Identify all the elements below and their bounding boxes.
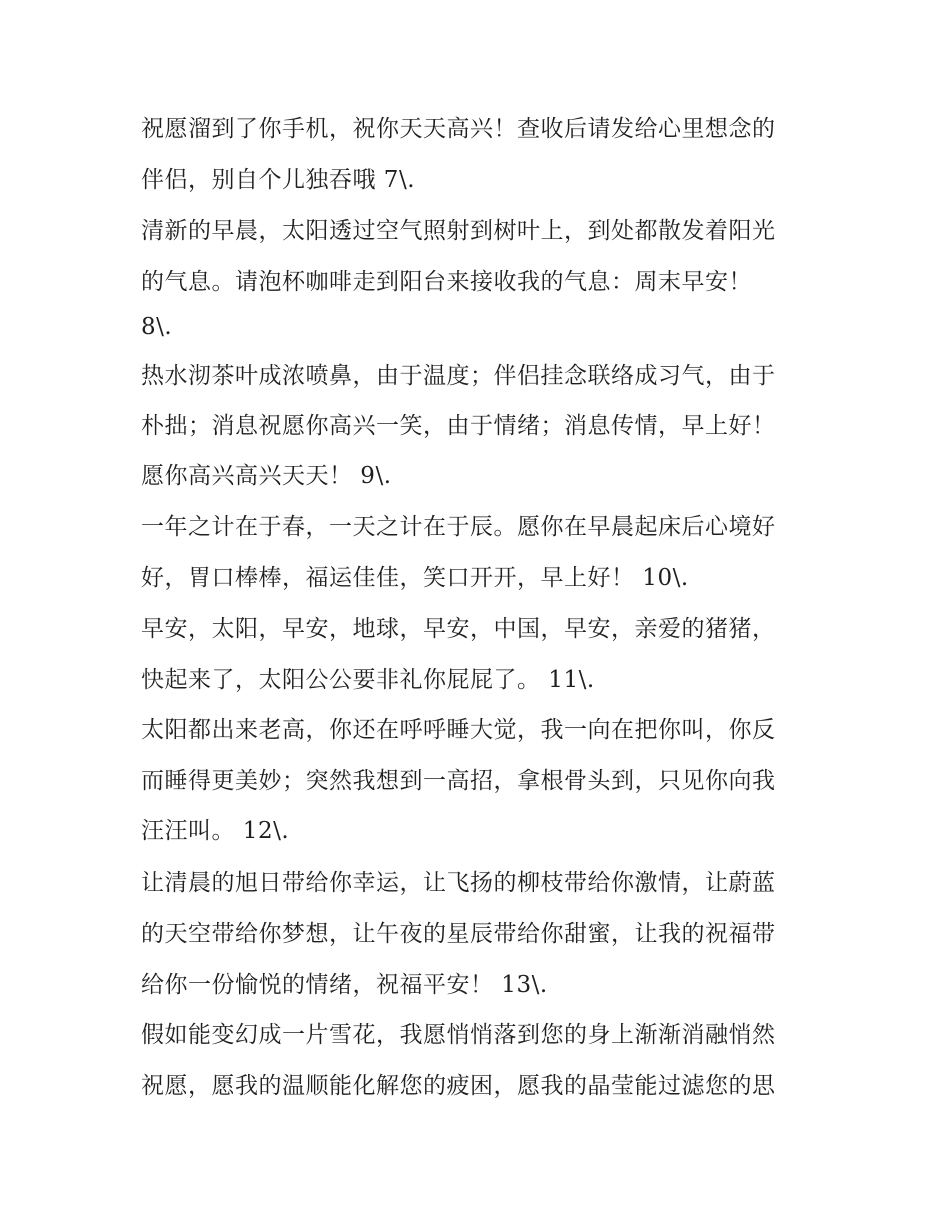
text-line: 给你一份愉悦的情绪，祝福平安！ 13\. (141, 972, 548, 998)
text-line: 太阳都出来老高，你还在呼呼睡大觉，我一向在把你叫，你反 (141, 717, 776, 743)
text-line: 祝愿，愿我的温顺能化解您的疲困，愿我的晶莹能过滤您的思 (141, 1073, 776, 1099)
text-line: 清新的早晨，太阳透过空气照射到树叶上，到处都散发着阳光 (141, 218, 776, 244)
text-line: 愿你高兴高兴天天！ 9\. (141, 463, 392, 489)
text-line: 朴拙；消息祝愿你高兴一笑，由于情绪；消息传情，早上好！ (141, 413, 776, 439)
text-line: 让清晨的旭日带给你幸运，让飞扬的柳枝带给你激情，让蔚蓝 (141, 870, 776, 896)
text-line: 而睡得更美妙；突然我想到一高招，拿根骨头到，只见你向我 (141, 768, 776, 794)
text-line: 早安，太阳，早安，地球，早安，中国，早安，亲爱的猪猪， (141, 616, 776, 642)
text-line: 一年之计在于春，一天之计在于辰。愿你在早晨起床后心境好 (141, 514, 776, 540)
text-line: 热水沏茶叶成浓喷鼻，由于温度；伴侣挂念联络成习气，由于 (141, 363, 776, 389)
text-line: 汪汪叫。 12\. (141, 818, 290, 844)
text-line: 假如能变幻成一片雪花，我愿悄悄落到您的身上渐渐消融悄然 (141, 1022, 776, 1048)
text-line: 伴侣，别自个儿独吞哦 7\. (141, 167, 416, 193)
text-line: 好，胃口棒棒，福运佳佳，笑口开开，早上好！ 10\. (141, 565, 689, 591)
text-line: 的气息。请泡杯咖啡走到阳台来接收我的气息：周末早安！ (141, 269, 752, 295)
text-line: 8\. (141, 314, 173, 340)
text-line: 的天空带给你梦想，让午夜的星辰带给你甜蜜，让我的祝福带 (141, 921, 776, 947)
text-line: 快起来了，太阳公公要非礼你屁屁了。 11\. (141, 667, 595, 693)
text-line: 祝愿溜到了你手机，祝你天天高兴！查收后请发给心里想念的 (141, 116, 776, 142)
